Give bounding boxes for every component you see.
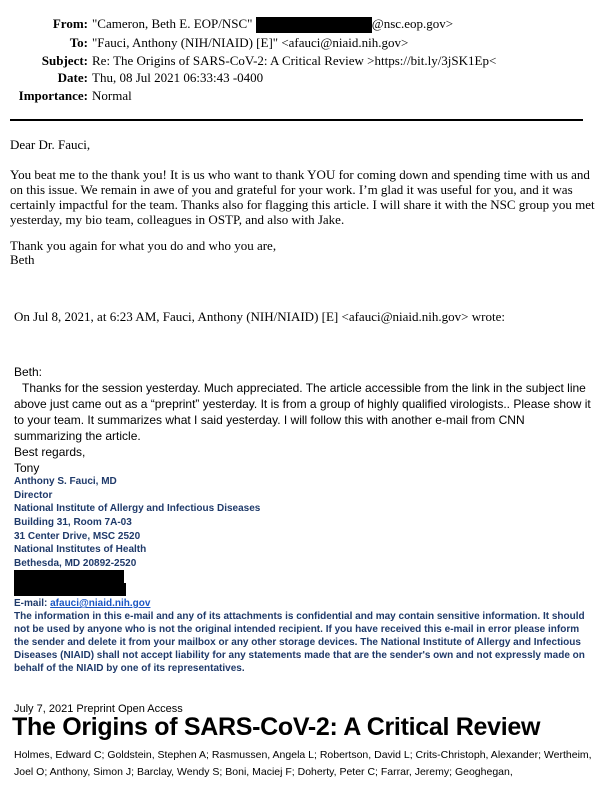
reply-greeting: Dear Dr. Fauci, [10,137,91,152]
article-authors: Holmes, Edward C; Goldstein, Stephen A; Rasmussen, Angela L; Robertson, David L; Crits-Christoph, Alexander; Wertheim, Joel O; Anthony, Simon J; Barclay, Wendy S; Boni, Maciej F; Doherty, Peter C; Farrar, Jeremy; Geoghegan, [14,749,592,778]
signature-line-7: Bethesda, MD 20892-2520 [14,558,137,569]
importance-value: Normal [92,88,132,103]
to-label: To: [69,35,88,50]
confidentiality-disclaimer: The information in this e-mail and any of its attachments is confidential and may contain sensitive information. It should not be used by anyone who is not the original intended recipient. If you have received this e-mail in error please inform the sender and delete it from your mailbox or any other storage devices. The National Institute of Allergy and Infectious Diseases (NIAID) shall not accept liability for any statements made that are the sender's own and not expressly made on behalf of the NIAID by one of its representatives. [14,611,585,674]
from-value [92,16,453,33]
signature-line-5: 31 Center Drive, MSC 2520 [14,531,141,542]
from-name: "Cameron, Beth E. EOP/NSC" [92,16,256,31]
from-label: From: [52,16,88,31]
subject-label: Subject: [41,53,88,68]
original-name: Tony [14,461,40,475]
signature-email-row [14,597,150,611]
article-title: The Origins of SARS-CoV-2: A Critical Review [12,713,541,741]
date-label: Date: [57,70,88,85]
email-label: E-mail: [14,598,51,609]
reply-closing: Thank you again for what you do and who you are, [10,238,277,253]
redaction-box [14,583,126,596]
to-value: "Fauci, Anthony (NIH/NIAID) [E]" <afauci@niaid.nih.gov> [92,35,409,50]
signature-line-1: Anthony S. Fauci, MD [14,476,117,487]
signature-line-6: National Institutes of Health [14,544,147,555]
original-regards: Best regards, [14,445,86,459]
article-date-line: July 7, 2021 Preprint Open Access [14,703,183,715]
header-divider [10,119,583,121]
redaction-box [256,17,372,33]
from-domain: @nsc.eop.gov> [371,16,454,31]
signature-line-3: National Institute of Allergy and Infectious Diseases [14,503,261,514]
original-body: Thanks for the session yesterday. Much appreciated. The article accessible from the link in the subject line above just came out as a “preprint” yesterday. It is from a group of highly qualified virologists.. Please show it to your team. It summarizes what I said yesterday. I will follow this with another e-mail from CNN summarizing the article. [14,381,591,443]
signature-line-4: Building 31, Room 7A-03 [14,517,132,528]
reply-body: You beat me to the thank you! It is us who want to thank YOU for coming down and spending time with us and on this issue. We remain in awe of you and grateful for your work. I’m glad it was useful for you, and it was certainly impactful for the team. Thanks also for flagging this article. I will share it with the NSC group you met yesterday, my bio team, colleagues in OSTP, and also with Jake. [10,167,595,227]
original-greeting: Beth: [14,365,43,379]
reply-signature: Beth [10,252,35,267]
email-link[interactable]: afauci@niaid.nih.gov [50,598,151,609]
importance-label: Importance: [18,88,88,103]
quoted-intro: On Jul 8, 2021, at 6:23 AM, Fauci, Anthony (NIH/NIAID) [E] <afauci@niaid.nih.gov> wrote: [14,309,505,324]
subject-value: Re: The Origins of SARS-CoV-2: A Critical Review >https://bit.ly/3jSK1Ep< [92,53,497,68]
redaction-box [14,570,124,583]
signature-line-2: Director [14,490,53,501]
date-value: Thu, 08 Jul 2021 06:33:43 -0400 [92,70,264,85]
